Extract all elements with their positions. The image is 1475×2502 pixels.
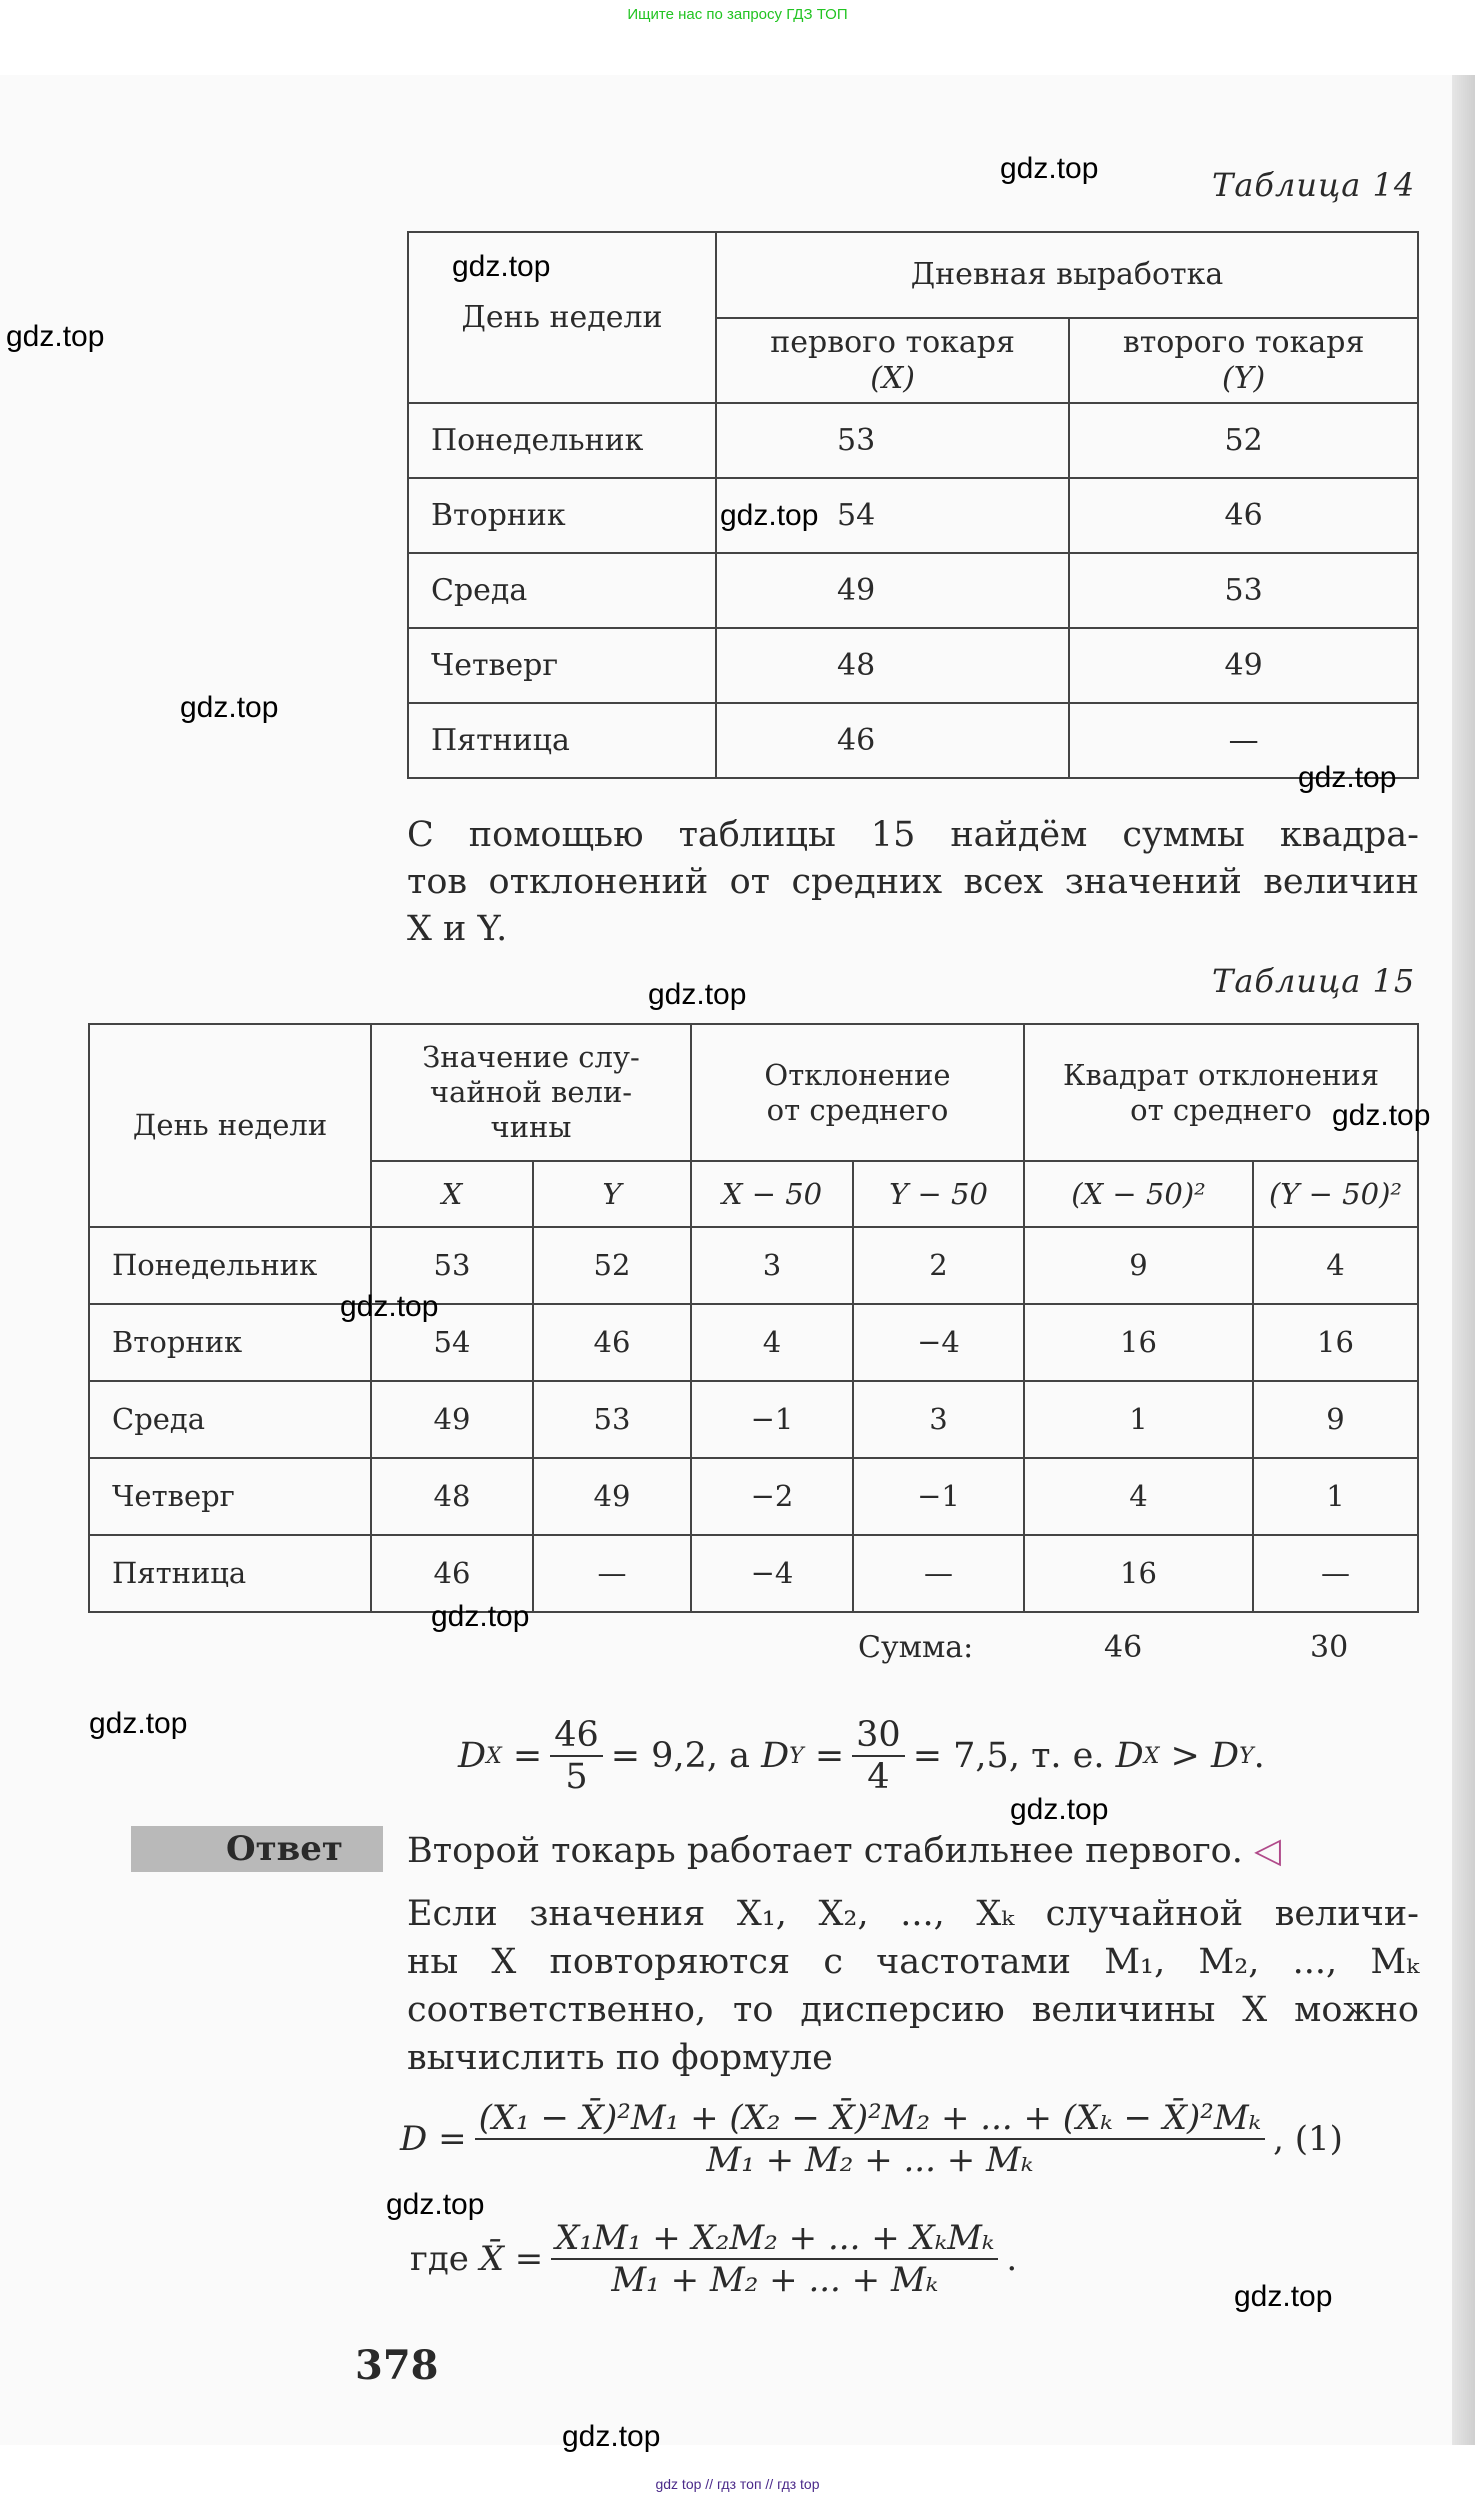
header-col2 xyxy=(1069,318,1418,403)
sum-x: 46 xyxy=(1104,1630,1143,1665)
value-cell: 52 xyxy=(533,1227,691,1304)
text-line: ны X повторяются с частотами M₁, M₂, ..., Mₖ xyxy=(407,1942,1419,1982)
y-cell: — xyxy=(1069,703,1418,778)
value-cell: −1 xyxy=(853,1458,1024,1535)
formula-lhs: D = xyxy=(400,2119,467,2159)
formula-number: , (1) xyxy=(1273,2119,1343,2159)
header-day: День недели xyxy=(89,1024,371,1227)
sub-x-dev: X − 50 xyxy=(691,1161,853,1227)
formula-text: . xyxy=(1253,1736,1265,1776)
watermark: gdz.top xyxy=(720,499,819,532)
watermark: gdz.top xyxy=(89,1707,188,1740)
sum-row xyxy=(88,1612,1419,1684)
sub-y-dev: Y − 50 xyxy=(853,1161,1024,1227)
value-cell: — xyxy=(853,1535,1024,1612)
table-row xyxy=(89,1535,1418,1612)
header-line: Отклонение xyxy=(764,1057,951,1092)
formula-symbol: D xyxy=(761,1736,790,1776)
value-cell: −1 xyxy=(691,1381,853,1458)
value-cell: 49 xyxy=(371,1381,533,1458)
day-cell: Среда xyxy=(408,553,716,628)
table14-caption: Таблица 14 xyxy=(1212,166,1416,204)
watermark: gdz.top xyxy=(386,2188,485,2221)
formula-subscript: Y xyxy=(1239,1743,1254,1769)
formula-text: = 7,5, т. е. xyxy=(912,1736,1105,1776)
denominator: 4 xyxy=(867,1757,890,1797)
text-line: С помощью таблицы 15 найдём суммы квадра- xyxy=(407,815,1419,855)
value-cell: 16 xyxy=(1253,1304,1418,1381)
sum-y: 30 xyxy=(1310,1630,1349,1665)
numerator: (X₁ − X̄)²M₁ + (X₂ − X̄)²M₂ + ... + (Xₖ − X̄)²Mₖ xyxy=(475,2098,1266,2140)
header-col2-label: второго токаря xyxy=(1122,324,1365,360)
sum-label: Сумма: xyxy=(858,1630,974,1665)
watermark: gdz.top xyxy=(431,1600,530,1633)
formula-text: . xyxy=(1006,2239,1018,2279)
day-cell: Понедельник xyxy=(89,1227,371,1304)
header-col1 xyxy=(716,318,1069,403)
header-group: Дневная выработка xyxy=(716,232,1418,318)
watermark: gdz.top xyxy=(6,320,105,353)
table-row xyxy=(408,628,1418,703)
table15 xyxy=(88,1023,1419,1613)
day-cell: Четверг xyxy=(408,628,716,703)
watermark: gdz.top xyxy=(1234,2280,1333,2313)
value-cell: 53 xyxy=(533,1381,691,1458)
table-row xyxy=(408,478,1418,553)
x-cell: 49 xyxy=(716,553,1069,628)
header-col1-label: первого токаря xyxy=(770,324,1015,360)
header-col1-var: (X) xyxy=(870,360,915,396)
watermark: gdz.top xyxy=(1010,1793,1109,1826)
sub-x: X xyxy=(371,1161,533,1227)
value-cell: 2 xyxy=(853,1227,1024,1304)
formula-subscript: X xyxy=(486,1743,502,1769)
top-banner[interactable]: Ищите нас по запросу ГДЗ ТОП xyxy=(627,6,848,23)
watermark: gdz.top xyxy=(1332,1099,1431,1132)
y-cell: 53 xyxy=(1069,553,1418,628)
table-row xyxy=(89,1227,1418,1304)
day-cell: Четверг xyxy=(89,1458,371,1535)
x-cell: 46 xyxy=(716,703,1069,778)
header-line: Квадрат отклонения xyxy=(1063,1057,1379,1092)
header-line: чины xyxy=(490,1109,572,1144)
fraction xyxy=(550,1715,603,1797)
text-line: вычислить по формуле xyxy=(407,2038,833,2078)
value-cell: 54 xyxy=(371,1304,533,1381)
table15-caption: Таблица 15 xyxy=(1212,962,1416,1000)
text-line: соответственно, то дисперсию величины X можно xyxy=(407,1990,1419,2030)
formula-prefix: где xyxy=(410,2239,469,2279)
value-cell: −2 xyxy=(691,1458,853,1535)
numerator: 30 xyxy=(852,1715,905,1757)
formula-operator: > xyxy=(1170,1736,1200,1776)
value-cell: 53 xyxy=(371,1227,533,1304)
value-cell: 46 xyxy=(533,1304,691,1381)
day-cell: Вторник xyxy=(89,1304,371,1381)
y-cell: 46 xyxy=(1069,478,1418,553)
formula-text: = 9,2, а xyxy=(610,1736,750,1776)
value-cell: 4 xyxy=(1253,1227,1418,1304)
value-cell: 49 xyxy=(533,1458,691,1535)
value-cell: 3 xyxy=(691,1227,853,1304)
x-cell: 53 xyxy=(716,403,1069,478)
paragraph-sums xyxy=(407,812,1419,953)
denominator: M₁ + M₂ + ... + Mₖ xyxy=(706,2140,1034,2180)
value-cell: 16 xyxy=(1024,1535,1253,1612)
y-cell: 49 xyxy=(1069,628,1418,703)
denominator: 5 xyxy=(565,1757,588,1797)
watermark: gdz.top xyxy=(648,978,747,1011)
header-line: от среднего xyxy=(766,1092,949,1127)
paragraph-formula-intro xyxy=(407,1890,1419,2082)
table-row xyxy=(408,703,1418,778)
value-cell: — xyxy=(533,1535,691,1612)
formula-symbol: D xyxy=(1211,1736,1240,1776)
end-of-solution-icon: ◁ xyxy=(1254,1831,1281,1871)
watermark: gdz.top xyxy=(562,2420,661,2453)
value-cell: 9 xyxy=(1253,1381,1418,1458)
header-col2-var: (Y) xyxy=(1221,360,1266,396)
header-line: чайной вели- xyxy=(429,1075,633,1110)
table14 xyxy=(407,231,1419,779)
header-line: от среднего xyxy=(1130,1092,1312,1127)
x-cell: 48 xyxy=(716,628,1069,703)
value-cell: 4 xyxy=(691,1304,853,1381)
fraction xyxy=(852,1715,905,1797)
watermark: gdz.top xyxy=(452,250,551,283)
watermark: gdz.top xyxy=(340,1290,439,1323)
header-square xyxy=(1024,1024,1418,1161)
value-cell: 48 xyxy=(371,1458,533,1535)
sub-y-sq: (Y − 50)² xyxy=(1253,1161,1418,1227)
value-cell: −4 xyxy=(853,1304,1024,1381)
header-deviation xyxy=(691,1024,1024,1161)
formula-symbol: D xyxy=(458,1736,487,1776)
text-line: Если значения X₁, X₂, ..., Xₖ случайной величи- xyxy=(407,1894,1419,1934)
value-cell: — xyxy=(1253,1535,1418,1612)
value-cell: 1 xyxy=(1253,1458,1418,1535)
watermark: gdz.top xyxy=(1000,152,1099,185)
variance-formula xyxy=(400,2098,1343,2180)
bottom-banner[interactable]: gdz top // гдз топ // гдз top xyxy=(655,2476,820,2492)
value-cell: 46 xyxy=(371,1535,533,1612)
page-number: 378 xyxy=(355,2342,439,2389)
value-cell: 4 xyxy=(1024,1458,1253,1535)
formula-symbol: D xyxy=(1115,1736,1144,1776)
denominator: M₁ + M₂ + ... + Mₖ xyxy=(611,2260,939,2300)
header-value xyxy=(371,1024,691,1161)
answer-label: Ответ xyxy=(131,1826,383,1872)
numerator: X₁M₁ + X₂M₂ + ... + XₖMₖ xyxy=(551,2218,998,2260)
day-cell: Пятница xyxy=(408,703,716,778)
text-line: тов отклонений от средних всех значений величин xyxy=(407,862,1419,902)
page-edge xyxy=(1452,75,1475,2445)
formula-subscript: Y xyxy=(789,1743,804,1769)
table15-body xyxy=(89,1227,1418,1612)
formula-lhs: X̄ = xyxy=(479,2239,544,2279)
answer-sentence: Второй токарь работает стабильнее первого. xyxy=(407,1831,1243,1871)
value-cell: 9 xyxy=(1024,1227,1253,1304)
header-line: Значение слу- xyxy=(422,1040,640,1075)
table-row xyxy=(89,1304,1418,1381)
day-cell: Понедельник xyxy=(408,403,716,478)
fraction xyxy=(475,2098,1266,2180)
mean-formula xyxy=(410,2218,1017,2300)
sub-x-sq: (X − 50)² xyxy=(1024,1161,1253,1227)
sub-y: Y xyxy=(533,1161,691,1227)
header-day-label: День недели xyxy=(461,299,663,335)
value-cell: 16 xyxy=(1024,1304,1253,1381)
x-cell: 54 xyxy=(716,478,1069,553)
table-row xyxy=(89,1381,1418,1458)
value-cell: 1 xyxy=(1024,1381,1253,1458)
day-cell: Среда xyxy=(89,1381,371,1458)
table-row xyxy=(408,553,1418,628)
watermark: gdz.top xyxy=(1298,761,1397,794)
variance-result-formula: D X = $\frac{46}{5}$ = 9,2, а D Y = $\frac{30}{4}$ = 7,5, т. е. D X > D Y . xyxy=(458,1715,1265,1797)
day-cell: Вторник xyxy=(408,478,716,553)
fraction xyxy=(551,2218,998,2300)
watermark: gdz.top xyxy=(180,691,279,724)
y-cell: 52 xyxy=(1069,403,1418,478)
numerator: 46 xyxy=(550,1715,603,1757)
day-cell: Пятница xyxy=(89,1535,371,1612)
value-cell: −4 xyxy=(691,1535,853,1612)
formula-subscript: X xyxy=(1143,1743,1160,1769)
table-row xyxy=(408,403,1418,478)
text-line: X и Y. xyxy=(407,909,508,949)
table-row xyxy=(89,1458,1418,1535)
value-cell: 3 xyxy=(853,1381,1024,1458)
answer-text xyxy=(407,1828,1281,1875)
